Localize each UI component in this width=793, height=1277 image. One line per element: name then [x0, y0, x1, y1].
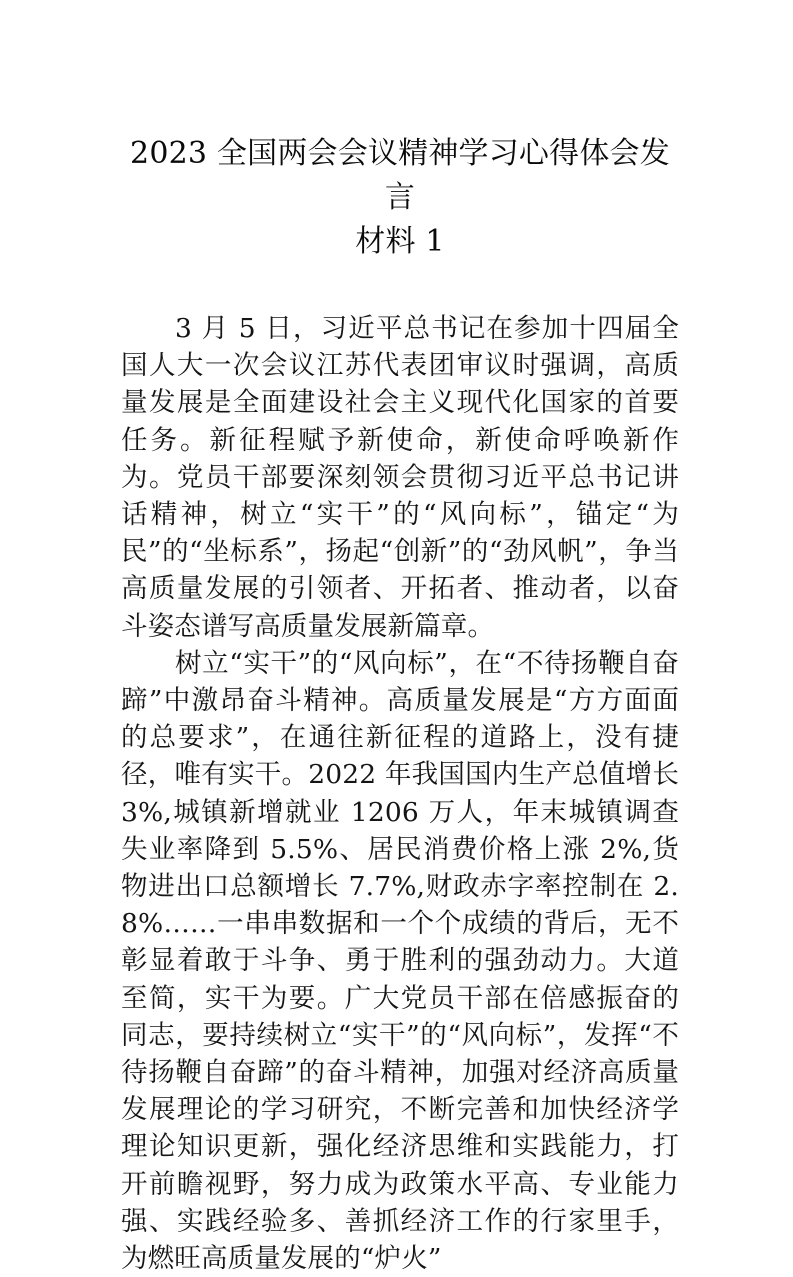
page-title-line-2: 材料 1	[355, 224, 445, 259]
body-paragraph-2: 树立“实干”的“风向标”，在“不待扬鞭自奋蹄”中激昂奋斗精神。高质量发展是“方方面面的总要求”，在通往新征程的道路上，没有捷径，唯有实干。2022 年我国国内生产总值增长 3%,城镇新增就业 1206 万人，年末城镇调查失业率降到 5.5%、居民消费价格上涨 2%,货物进出口总额增长 7.7%,财政赤字率控制在 2.8%……一串串数据和一个个成绩的背后，无不彰显着敢于斗争、勇于胜利的强劲动力。大道至简，实干为要。广大党员干部在倍感振奋的同志，要持续树立“实干”的“风向标”，发挥“不待扬鞭自奋蹄”的奋斗精神，加强对经济高质量发展理论的学习研究，不断完善和加快经济学理论知识更新，强化经济思维和实践能力，打开前瞻视野，努力成为政策水平高、专业能力强、实践经验多、善抓经济工作的行家里手，为燃旺高质量发展的“炉火”	[121, 647, 679, 1275]
page-title-line-1: 2023 全国两会会议精神学习心得体会发言	[130, 136, 670, 215]
body-paragraph-1: 3 月 5 日，习近平总书记在参加十四届全国人大一次会议江苏代表团审议时强调，高质量发展是全面建设社会主义现代化国家的首要任务。新征程赋予新使命，新使命呼唤新作为。党员干部要深刻领会贯彻习近平总书记讲话精神，树立“实干”的“风向标”，锚定“为民”的“坐标系”，扬起“创新”的“劲风帆”，争当高质量发展的引领者、开拓者、推动者，以奋斗姿态谱写高质量发展新篇章。	[121, 313, 679, 642]
page-title	[121, 132, 679, 264]
document-body	[121, 310, 679, 1277]
document-content	[121, 132, 679, 1277]
